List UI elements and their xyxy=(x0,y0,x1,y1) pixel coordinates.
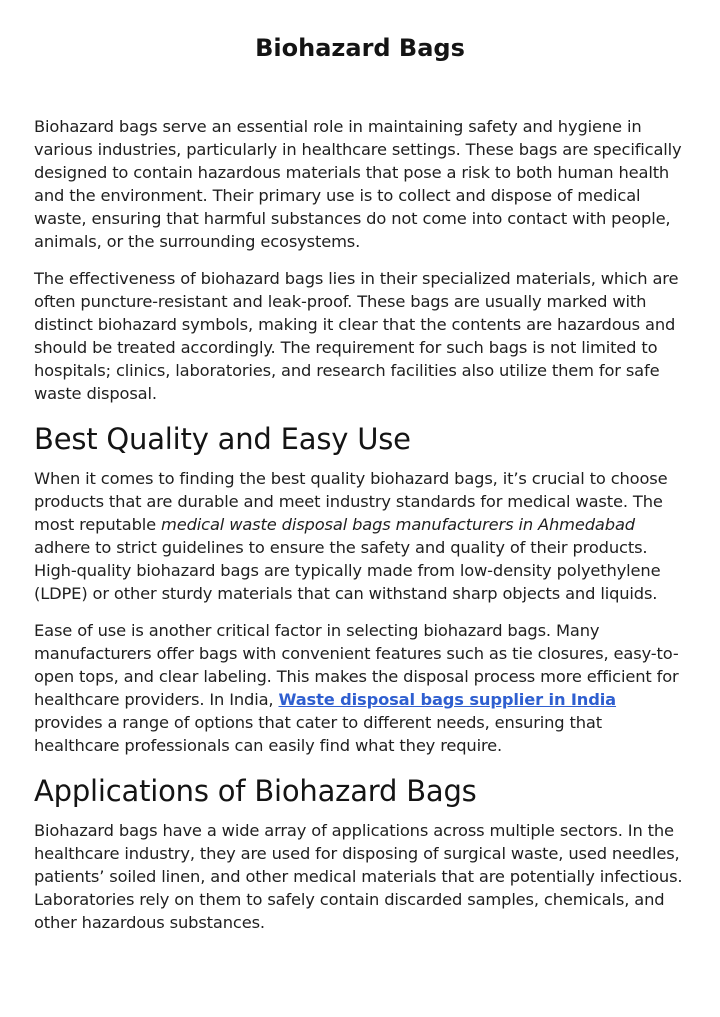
quality-paragraph-1 xyxy=(34,467,686,605)
section-heading-quality: Best Quality and Easy Use xyxy=(34,422,411,456)
applications-paragraph-1: Biohazard bags have a wide array of applications across multiple sectors. In the healthcare industry, they are used for disposing of surgical waste, used needles, patients’ soiled linen, and other medical materials that are potentially infectious. Laboratories rely on them to safely contain discarded samples, chemicals, and other hazardous substances. xyxy=(34,821,683,932)
quality-paragraph-1-text-start: When it comes to finding the best quality biohazard bags, it’s crucial to choose products that are durable and meet industry standards for medical waste. The most reputable xyxy=(34,469,668,534)
quality-paragraph-1-text-end: adhere to strict guidelines to ensure the safety and quality of their products. High-quality biohazard bags are typically made from low-density polyethylene (LDPE) or other sturdy materials that can withstand sharp objects and liquids. xyxy=(34,538,661,603)
quality-paragraph-1-emphasis: medical waste disposal bags manufacturers in Ahmedabad xyxy=(161,515,635,534)
intro-paragraph-2: The effectiveness of biohazard bags lies in their specialized materials, which are often puncture-resistant and leak-proof. These bags are usually marked with distinct biohazard symbols, making it clear that the contents are hazardous and should be treated accordingly. The requirement for such bags is not limited to hospitals; clinics, laboratories, and research facilities also utilize them for safe waste disposal. xyxy=(34,269,679,403)
quality-paragraph-2-text-end: provides a range of options that cater to different needs, ensuring that healthcare professionals can easily find what they require. xyxy=(34,713,602,755)
waste-disposal-supplier-link[interactable]: Waste disposal bags supplier in India xyxy=(278,690,617,709)
intro-paragraph-1: Biohazard bags serve an essential role in maintaining safety and hygiene in various industries, particularly in healthcare settings. These bags are specifically designed to contain hazardous materials that pose a risk to both human health and the environment. Their primary use is to collect and dispose of medical waste, ensuring that harmful substances do not come into contact with people, animals, or the surrounding ecosystems. xyxy=(34,117,682,251)
quality-paragraph-2 xyxy=(34,619,686,757)
page-title: Biohazard Bags xyxy=(255,34,465,62)
quality-paragraph-2-text-start: Ease of use is another critical factor in selecting biohazard bags. Many manufacturers offer bags with convenient features such as tie closures, easy-to-open tops, and clear labeling. This makes the disposal process more efficient for healthcare providers. In India, xyxy=(34,621,679,709)
section-heading-applications: Applications of Biohazard Bags xyxy=(34,774,477,808)
